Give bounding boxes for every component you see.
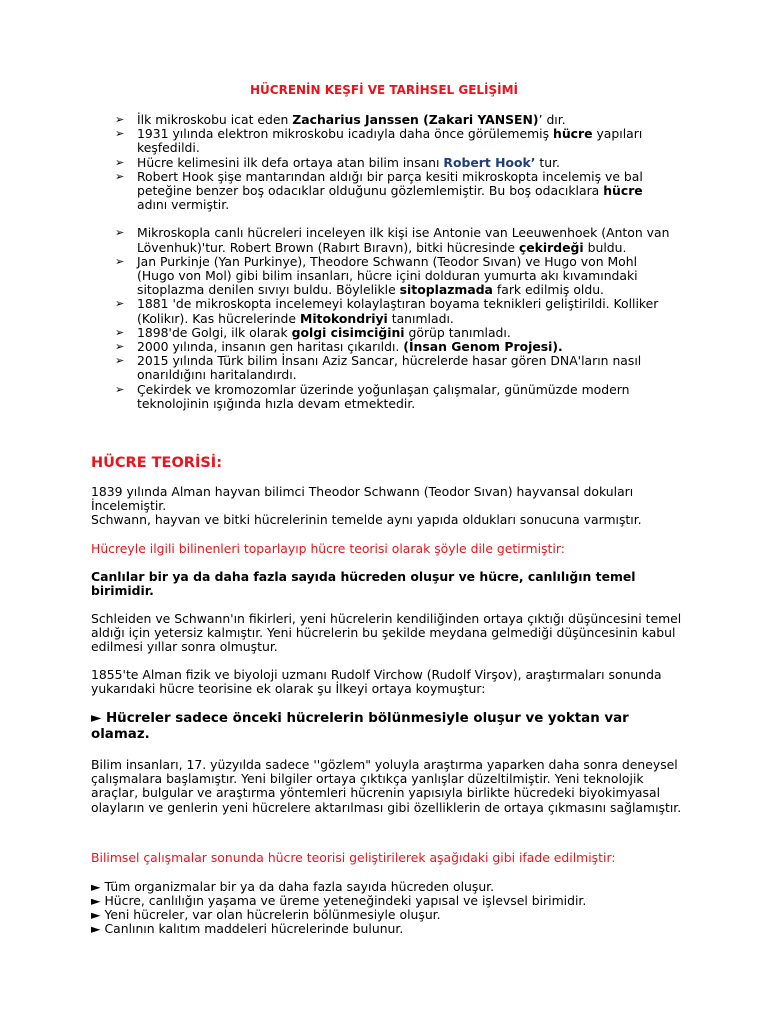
history-list [115, 113, 675, 411]
emphasis-text: sitoplazmada [399, 282, 493, 298]
list-item-text: 1898'de Golgi, ilk olarak [137, 324, 292, 340]
schwann-paragraph [91, 485, 681, 528]
research-paragraph: Bilim insanları, 17. yüzyılda sadece ''gözlem" yoluyla araştırma yaparken daha sonra deneysel çalışmalara başlamıştır. Yeni bilgiler ortaya çıktıkça yanlışlar düzeltilmiştir. Yeni teknolojik araçlar, bulgular ve araştırma yöntemleri hücrenin yapısıyla birlikte hücredeki biyokimyasal olayların ve genlerin yeni hücrelere aktarılması gibi özelliklerin de ortaya çıkmasını sağlamıştır. [91, 757, 682, 815]
arrow-bullet-icon: ➢ [115, 254, 125, 268]
list-item-text: fark edilmiş oldu. [492, 282, 604, 298]
list-item-text: buldu. [583, 239, 627, 255]
emphasis-text: Robert Hook’ [443, 154, 536, 170]
emphasis-text: hücre [603, 183, 643, 199]
virchow-statement: ► Hücreler sadece önceki hücrelerin bölünmesiyle oluşur ve yoktan var olamaz. [91, 711, 629, 742]
schwann-line-2: Schwann, hayvan ve bitki hücrelerinin temelde aynı yapıda oldukları sonucuna varmıştır. [91, 512, 642, 528]
emphasis-text: golgi cisimciğini [291, 324, 405, 340]
arrow-bullet-icon: ➢ [115, 297, 125, 311]
arrow-bullet-icon: ➢ [115, 127, 125, 141]
list-item [115, 354, 675, 382]
list-item [115, 326, 675, 340]
theory-intro-2: Bilimsel çalışmalar sonunda hücre teorisi geliştirilerek aşağıdaki gibi ifade edilmiştir: [91, 850, 616, 865]
arrow-bullet-icon: ➢ [115, 169, 125, 183]
list-item-text: Jan Purkinje (Yan Purkinye), Theodore Schwann (Teodor Sıvan) ve Hugo von Mohl (Hugo von Mol) gibi bilim insanları, hücre içini dolduran yumurta akı kıvamındaki sitoplazma denilen sıvıyı buldu. Böylelikle [137, 253, 638, 298]
list-item [115, 170, 675, 213]
arrow-bullet-icon: ➢ [115, 113, 125, 126]
list-item-text: Mikroskopla canlı hücreleri inceleyen ilk kişi ise Antonie van Leeuwenhoek (Anton van Lövenhuk)'tur. Robert Brown (Rabırt Bıravn), bitki hücresinde [137, 225, 670, 255]
arrow-bullet-icon: ➢ [115, 226, 125, 240]
emphasis-text: (İnsan Genom Projesi). [403, 339, 563, 355]
list-item [115, 255, 675, 298]
list-item-text: Hücre kelimesini ilk defa ortaya atan bilim insanı [137, 154, 444, 170]
list-item [115, 156, 675, 170]
list-item-text: görüp tanımladı. [404, 324, 511, 340]
list-item-text: tur. [535, 154, 560, 170]
schleiden-paragraph: Schleiden ve Schwann'ın fikirleri, yeni hücrelerin kendiliğinden ortaya çıktığı düşüncesini temel aldığı için yetersiz kalmıştır. Yeni hücrelerin bu şekilde meydana gelmediği düşüncesinin kabul edilmesi yıllar sonra olmuştur. [91, 611, 682, 655]
cell-theory-statement: Canlılar bir ya da daha fazla sayıda hücreden oluşur ve hücre, canlılığın temel birimidir. [91, 569, 636, 599]
schwann-line-1: 1839 yılında Alman hayvan bilimci Theodor Schwann (Teodor Sıvan) hayvansal dokuları İncelemiştir. [91, 484, 634, 514]
theory-intro: Hücreyle ilgili bilinenleri toparlayıp hücre teorisi olarak şöyle dile getirmiştir: [91, 541, 565, 556]
arrow-bullet-icon: ➢ [115, 325, 125, 339]
list-item: ► Hücre, canlılığın yaşama ve üreme yeteneğindeki yapısal ve işlevsel birimidir. [91, 893, 587, 908]
emphasis-text: Zacharius Janssen (Zakari YANSEN) [292, 112, 539, 127]
list-item: ► Yeni hücreler, var olan hücrelerin bölünmesiyle oluşur. [91, 907, 441, 922]
list-item [115, 113, 675, 127]
list-item-text: 1881 'de mikroskopta incelemeyi kolaylaştıran boyama teknikleri geliştirildi. Kolliker (Kolikır). Kas hücrelerinde [137, 296, 659, 326]
list-item [115, 297, 675, 325]
theory-principles-list [91, 880, 691, 936]
list-item-text: yapıları keşfedildi. [137, 126, 643, 156]
list-item [115, 127, 675, 155]
arrow-bullet-icon: ➢ [115, 340, 125, 354]
list-item-text: adını vermiştir. [137, 197, 230, 213]
list-item: ► Tüm organizmalar bir ya da daha fazla sayıda hücreden oluşur. [91, 879, 495, 894]
document-title: HÜCRENİN KEŞFİ VE TARİHSEL GELİŞİMİ [249, 83, 519, 97]
arrow-bullet-icon: ➢ [115, 382, 125, 396]
list-item-text: 1931 yılında elektron mikroskobu icadıyla daha önce görülememiş [137, 126, 553, 142]
list-item: ► Canlının kalıtım maddeleri hücrelerinde bulunur. [91, 921, 404, 936]
emphasis-text: hücre [553, 126, 593, 142]
emphasis-text: çekirdeği [518, 239, 584, 255]
list-item [115, 383, 675, 411]
arrow-bullet-icon: ➢ [115, 155, 125, 169]
list-item-text: İlk mikroskobu icat eden [137, 112, 293, 127]
emphasis-text: Mitokondriyi [299, 310, 388, 326]
list-item-text: 2015 yılında Türk bilim İnsanı Aziz Sancar, hücrelerde hasar gören DNA'ların nasıl onarıldığını haritalandırdı. [137, 353, 642, 383]
arrow-bullet-icon: ➢ [115, 354, 125, 368]
list-item [115, 340, 675, 354]
list-item-text: 2000 yılında, insanın gen haritası çıkarıldı. [137, 339, 404, 355]
list-item [115, 226, 675, 254]
list-item-text: tanımladı. [387, 310, 454, 326]
list-item-text: Çekirdek ve kromozomlar üzerinde yoğunlaşan çalışmalar, günümüzde modern teknolojinin ışığında hızla devam etmektedir. [137, 381, 630, 411]
list-item-text: ’ dır. [538, 112, 566, 127]
theory-heading: HÜCRE TEORİSİ: [91, 455, 222, 471]
list-item-text: Robert Hook şişe mantarından aldığı bir parça kesiti mikroskopta incelemiş ve bal peteğine benzer boş odacıklar olduğunu gözlemlemiştir. Bu boş odacıklara [137, 168, 643, 199]
virchow-paragraph: 1855'te Alman fizik ve biyoloji uzmanı Rudolf Virchow (Rudolf Virşov), araştırmaları sonunda yukarıdaki hücre teorisine ek olarak şu İlkeyi ortaya koymuştur: [91, 667, 662, 697]
